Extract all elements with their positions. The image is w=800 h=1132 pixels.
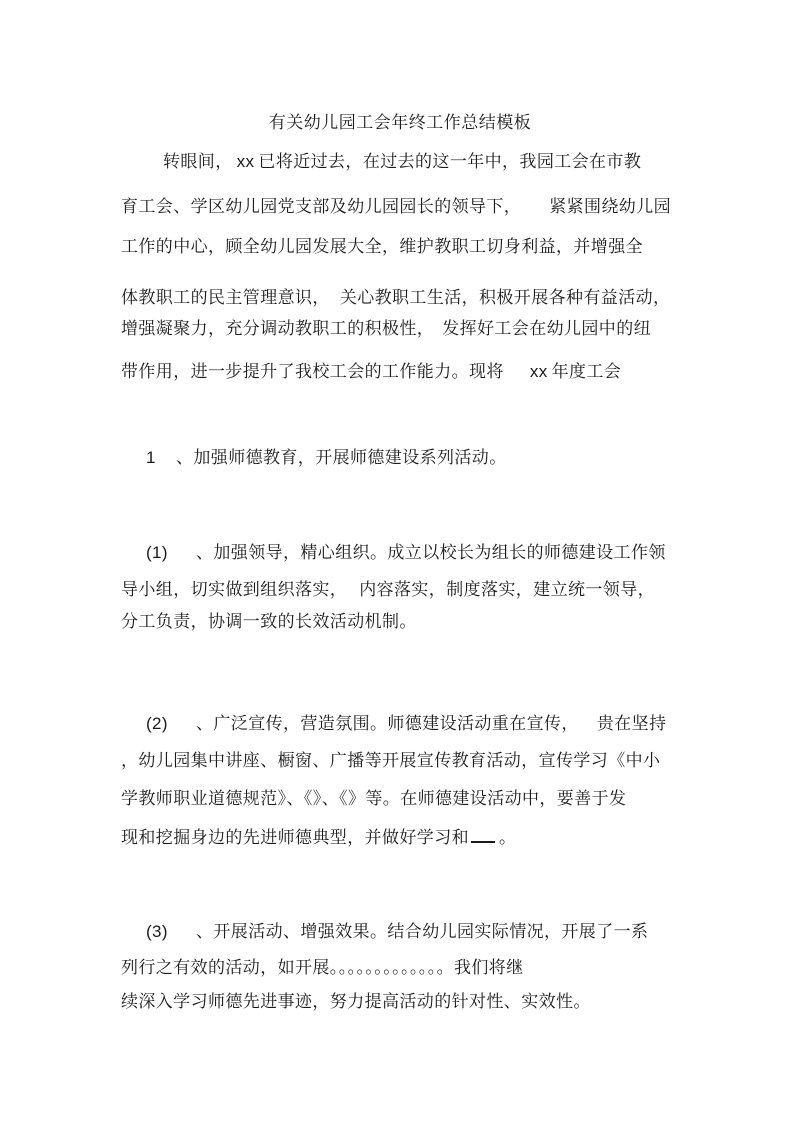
intro-year-placeholder: xx [236, 152, 255, 171]
intro-line-2a: 育工会、学区幼儿园党支部及幼儿园园长的领导下， [121, 197, 522, 217]
intro-line-1 [163, 151, 641, 173]
item-1-line-1 [146, 542, 666, 564]
section-1-heading [146, 447, 507, 469]
item-2-line-4a: 现和挖掘身边的先进师德典型，并做好学习和 [121, 828, 469, 848]
item-3-line-3: 续深入学习师德先进事迹，努力提高活动的针对性、实效性。 [121, 992, 591, 1012]
intro-line-6b: 年度工会 [551, 362, 622, 382]
intro-line-5b: 发挥好工会在幼儿园中的纽 [442, 319, 652, 339]
document-title: 有关幼儿园工会年终工作总结模板 [268, 113, 532, 133]
item-2-line-4 [121, 827, 516, 849]
item-1-number: (1) [146, 543, 168, 562]
item-3-line-1 [146, 921, 648, 943]
item-1-line-2b: 内容落实，制度落实，建立统一领导， [359, 580, 656, 600]
item-1-line-2a: 导小组，切实做到组织落实， [121, 580, 348, 600]
section-1-text: 、加强师德教育，开展师德建设系列活动。 [176, 448, 507, 468]
intro-line-6 [121, 361, 621, 383]
fill-in-blank [471, 827, 495, 843]
item-2-line-3: 学教师职业道德规范》、《》、《》等。在师德建设活动中，要善于发 [121, 789, 627, 809]
intro-line-6a: 带作用，进一步提升了我校工会的工作能力。现将 [121, 362, 504, 382]
item-1-line-3: 分工负责，协调一致的长效活动机制。 [121, 612, 417, 632]
intro-line-4a: 体教职工的民主管理意识， [121, 288, 330, 308]
intro-line-4 [121, 287, 670, 309]
intro-line-2b: 紧紧围绕幼儿园 [549, 197, 672, 217]
item-2-line-1b: 贵在坚持 [596, 714, 667, 734]
intro-line-3: 工作的中心，顾全幼儿园发展大全，维护教职工切身利益，并增强全 [121, 237, 643, 257]
item-3-number: (3) [146, 922, 168, 941]
intro-line-1-post: 已将近过去，在过去的这一年中，我园工会在市教 [258, 152, 642, 172]
item-3-line-1-text: 、开展活动、增强效果。结合幼儿园实际情况，开展了一系 [196, 922, 649, 942]
intro-line-4b: 关心教职工生活，积极开展各种有益活动， [339, 288, 671, 308]
item-2-line-2: ，幼儿园集中讲座、橱窗、广播等开展宣传教育活动，宣传学习《中小 [121, 751, 661, 771]
intro-line-5a: 增强凝聚力，充分调动教职工的积极性， [121, 319, 435, 339]
section-1-number: 1 [146, 448, 156, 467]
item-1-line-1-text: 、加强领导，精心组织。成立以校长为组长的师德建设工作领 [196, 543, 666, 563]
item-2-number: (2) [146, 714, 168, 733]
item-2-line-1a: 、广泛宣传，营造氛围。师德建设活动重在宣传， [196, 714, 579, 734]
item-3-line-2: 列行之有效的活动，如开展。。。。。。。。。。。。。我们将继 [121, 958, 524, 978]
intro-line-2 [121, 196, 671, 218]
item-2-line-4b: 。 [499, 828, 517, 848]
intro-year-placeholder-2: xx [529, 362, 548, 381]
intro-line-1-pre: 转眼间， [163, 152, 233, 172]
item-2-line-1 [146, 713, 666, 735]
item-1-line-2 [121, 579, 655, 601]
intro-line-5 [121, 318, 651, 340]
